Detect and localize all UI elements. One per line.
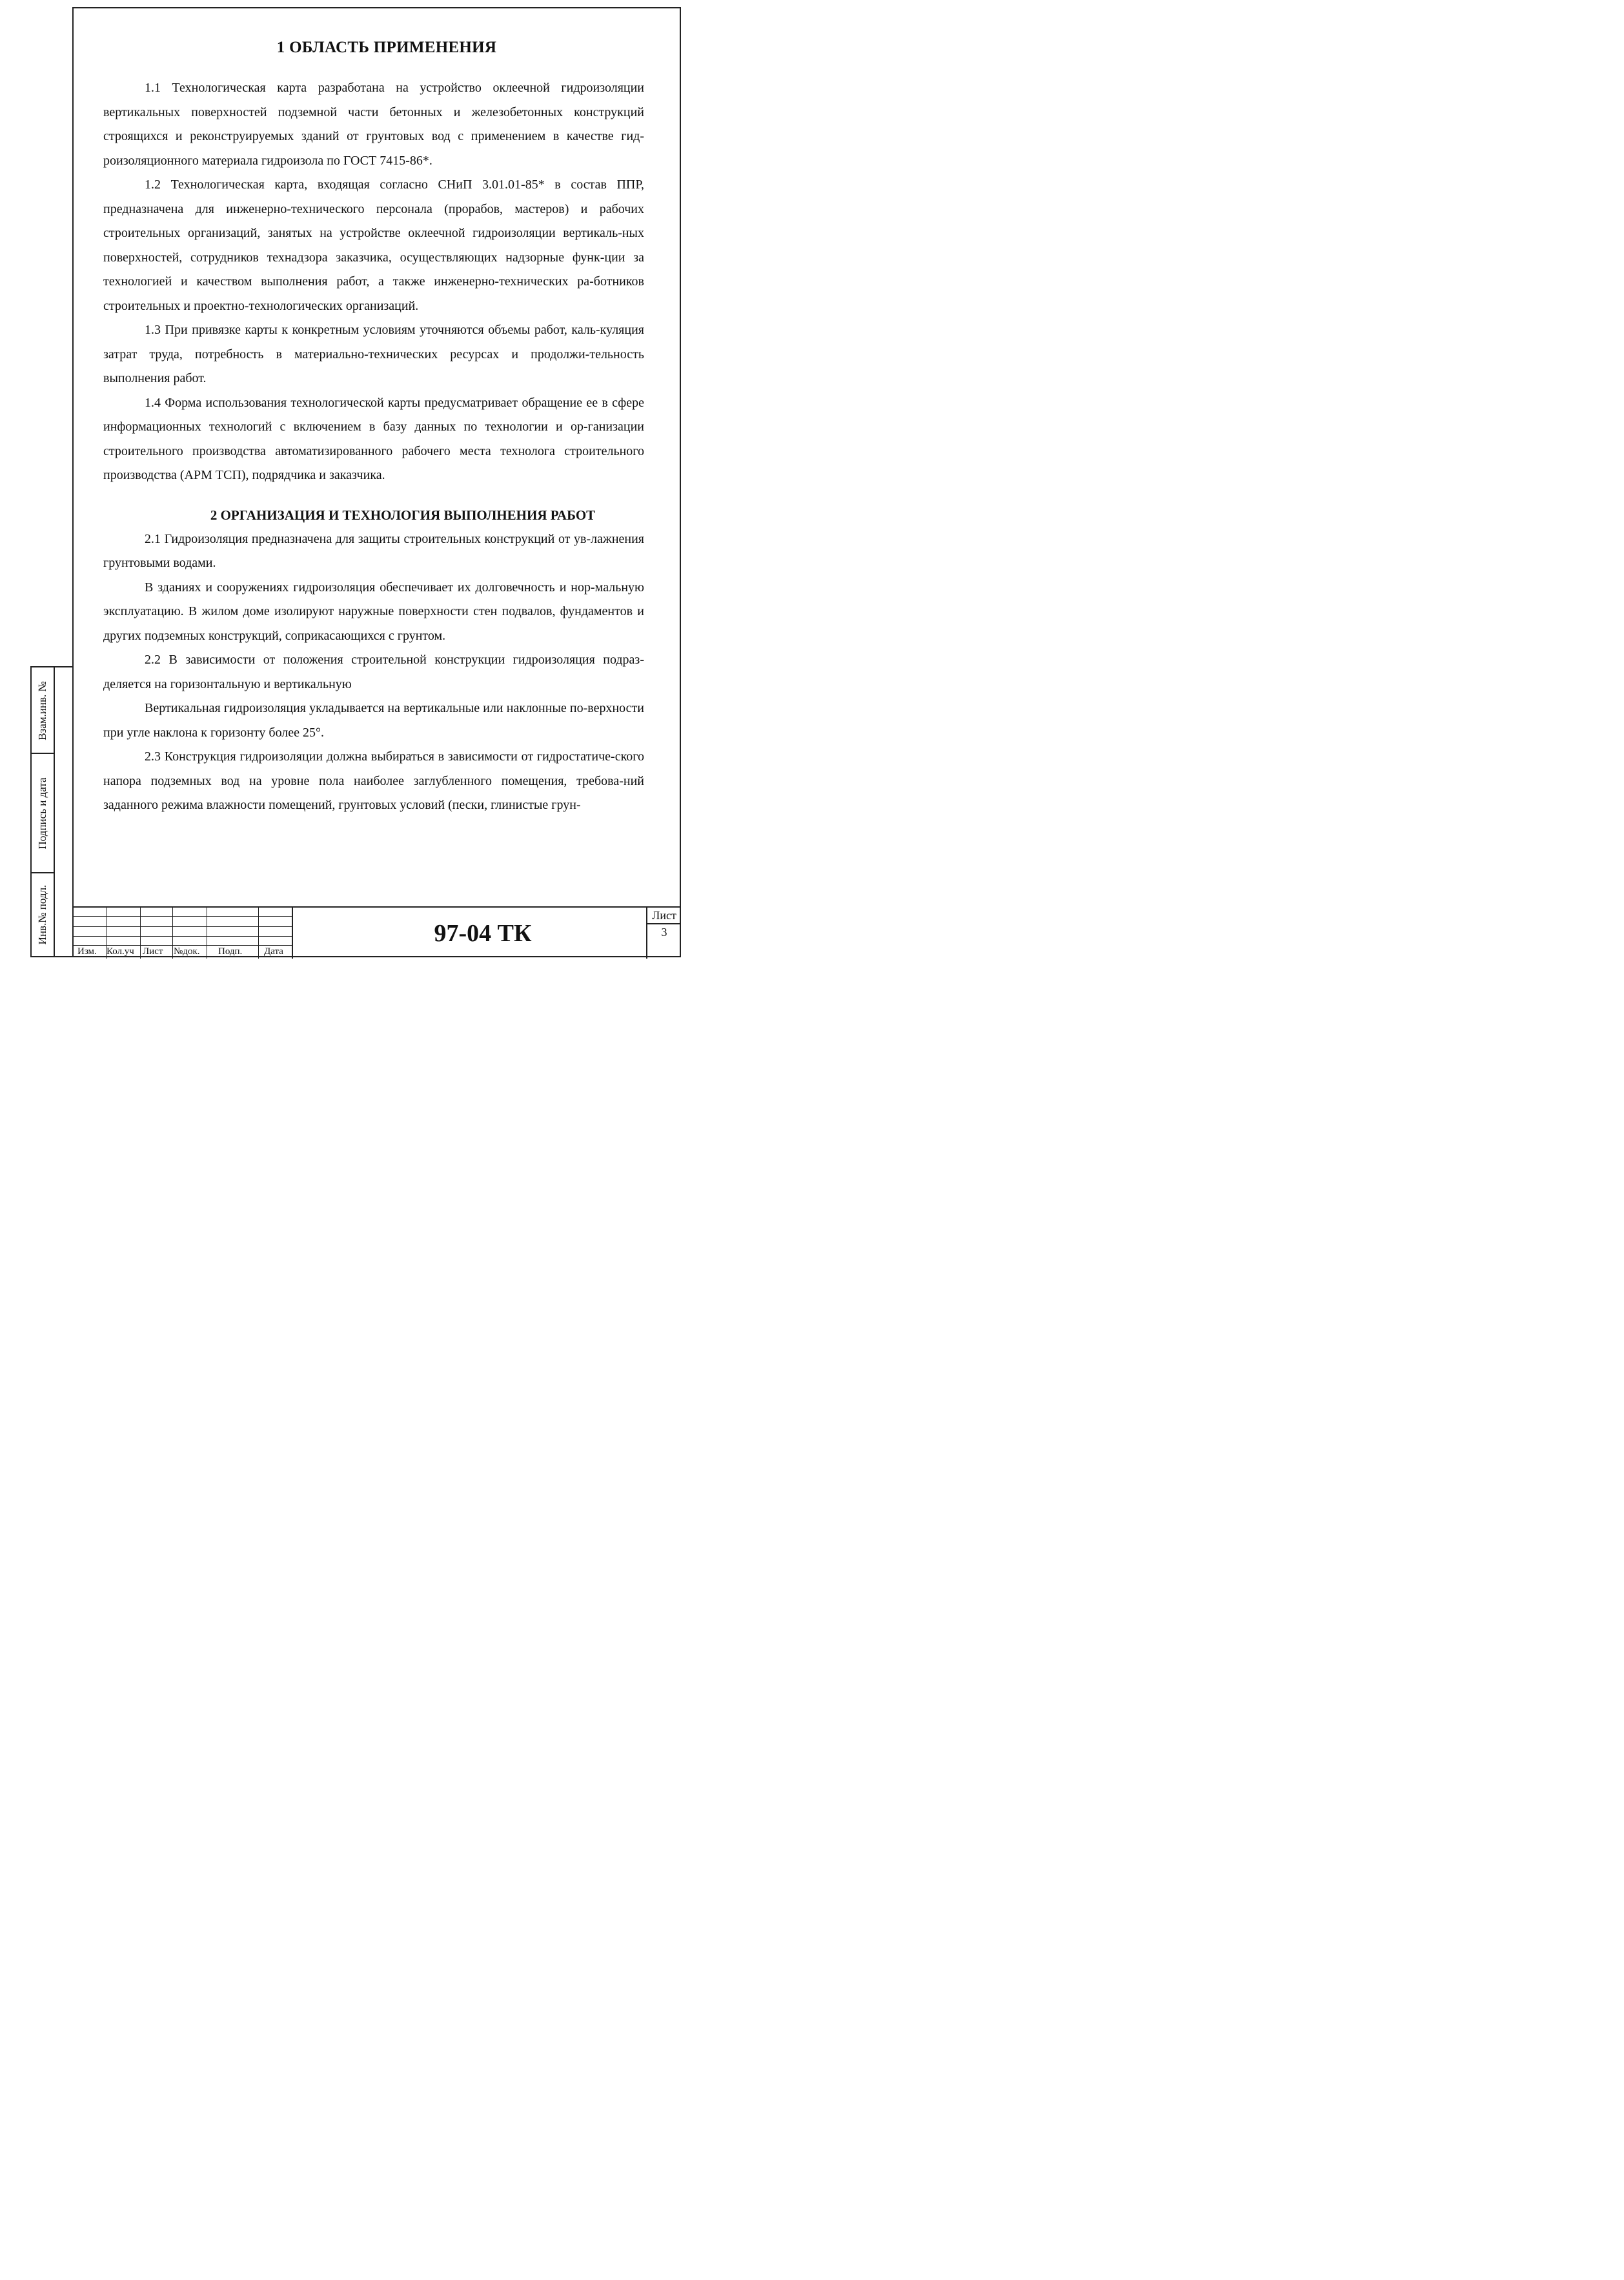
- paragraph: 1.3 При привязке карты к конкретным условиям уточняются объемы работ, каль-куляция затрат труда, потребность в материально-технических ресурсах и продолжи-тельность выполнения работ.: [103, 323, 644, 385]
- sheet-number: 3: [661, 926, 667, 939]
- label-ndok: №док.: [174, 946, 200, 957]
- side-stamp-cell-podpis: [32, 754, 54, 873]
- title-block: [72, 906, 681, 959]
- side-stamp-vzam: Взам.инв. №: [36, 681, 48, 740]
- side-stamp-cell-inv: [32, 873, 54, 956]
- side-stamp-column: [32, 667, 55, 956]
- paragraph: В зданиях и сооружениях гидроизоляция обеспечивает их долговечность и нор-мальную эксплуатацию. В жилом доме изолируют наружные поверхности стен подвалов, фундаментов и других подземных конструкций, соприкасающихся с грунтом.: [103, 580, 644, 643]
- paragraph: 1.2 Технологическая карта, входящая согласно СНиП 3.01.01-85* в состав ППР, предназначена для инженерно-технического персонала (прорабов, мастеров) и рабочих строительных организаций, занятых на устройстве оклеечной гидроизоляции вертикаль-ных поверхностей, сотрудников технадзора заказчика, осуществляющих надзорные функ-ции за технологией и качеством выполнения работ, а также инженерно-технических ра-ботников строительных и проектно-технологических организаций.: [103, 178, 644, 313]
- paragraph: 2.1 Гидроизоляция предназначена для защиты строительных конструкций от ув-лажнения грунтовыми водами.: [103, 531, 644, 570]
- side-stamp-podpis: Подпись и дата: [36, 777, 48, 850]
- side-stamp-cell-vzam: [32, 667, 54, 754]
- paragraph: 1.4 Форма использования технологической карты предусматривает обращение ее в сфере информационных технологий с включением в базу данных по технологии и ор-ганизации строительного производства автоматизированного рабочего места технолога строительного производства (АРМ ТСП), подрядчика и заказчика.: [103, 395, 644, 482]
- label-podp: Подп.: [218, 946, 243, 957]
- paragraph: 2.3 Конструкция гидроизоляции должна выбираться в зависимости от гидростатиче-ского напора подземных вод на уровне пола наиболее заглубленного помещения, требова-ний заданного режима влажности помещений, грунтовых условий (пески, глинистые грун-: [103, 749, 644, 812]
- label-kol-uch: Кол.уч: [107, 946, 134, 957]
- section-1-title: 1 ОБЛАСТЬ ПРИМЕНЕНИЯ: [276, 39, 497, 56]
- document-code: 97-04 ТК: [292, 908, 647, 959]
- label-data: Дата: [264, 946, 283, 957]
- side-stamp: [30, 666, 72, 957]
- side-stamp-inv: Инв.№ подл.: [36, 884, 48, 945]
- title-block-grid: [72, 908, 292, 959]
- paragraph: Вертикальная гидроизоляция укладывается на вертикальные или наклонные по-верхности при угле наклона к горизонту более 25°.: [103, 701, 644, 740]
- document-body: [103, 39, 644, 818]
- label-izm: Изм.: [77, 946, 97, 957]
- section-2-title: 2 ОРГАНИЗАЦИЯ И ТЕХНОЛОГИЯ ВЫПОЛНЕНИЯ РАБОТ: [210, 507, 596, 523]
- paragraph: 1.1 Технологическая карта разработана на устройство оклеечной гидроизоляции вертикальных поверхностей подземной части бетонных и железобетонных конструкций строящихся и реконструируемых зданий от грунтовых вод с применением в качестве гид-роизоляционного материала гидроизола по ГОСТ 7415-86*.: [103, 81, 644, 168]
- sheet-box: [646, 908, 681, 959]
- sheet-label: Лист: [647, 908, 681, 924]
- label-list: Лист: [143, 946, 163, 957]
- paragraph: 2.2 В зависимости от положения строительной конструкции гидроизоляция подраз-деляется на горизонтальную и вертикальную: [103, 653, 644, 691]
